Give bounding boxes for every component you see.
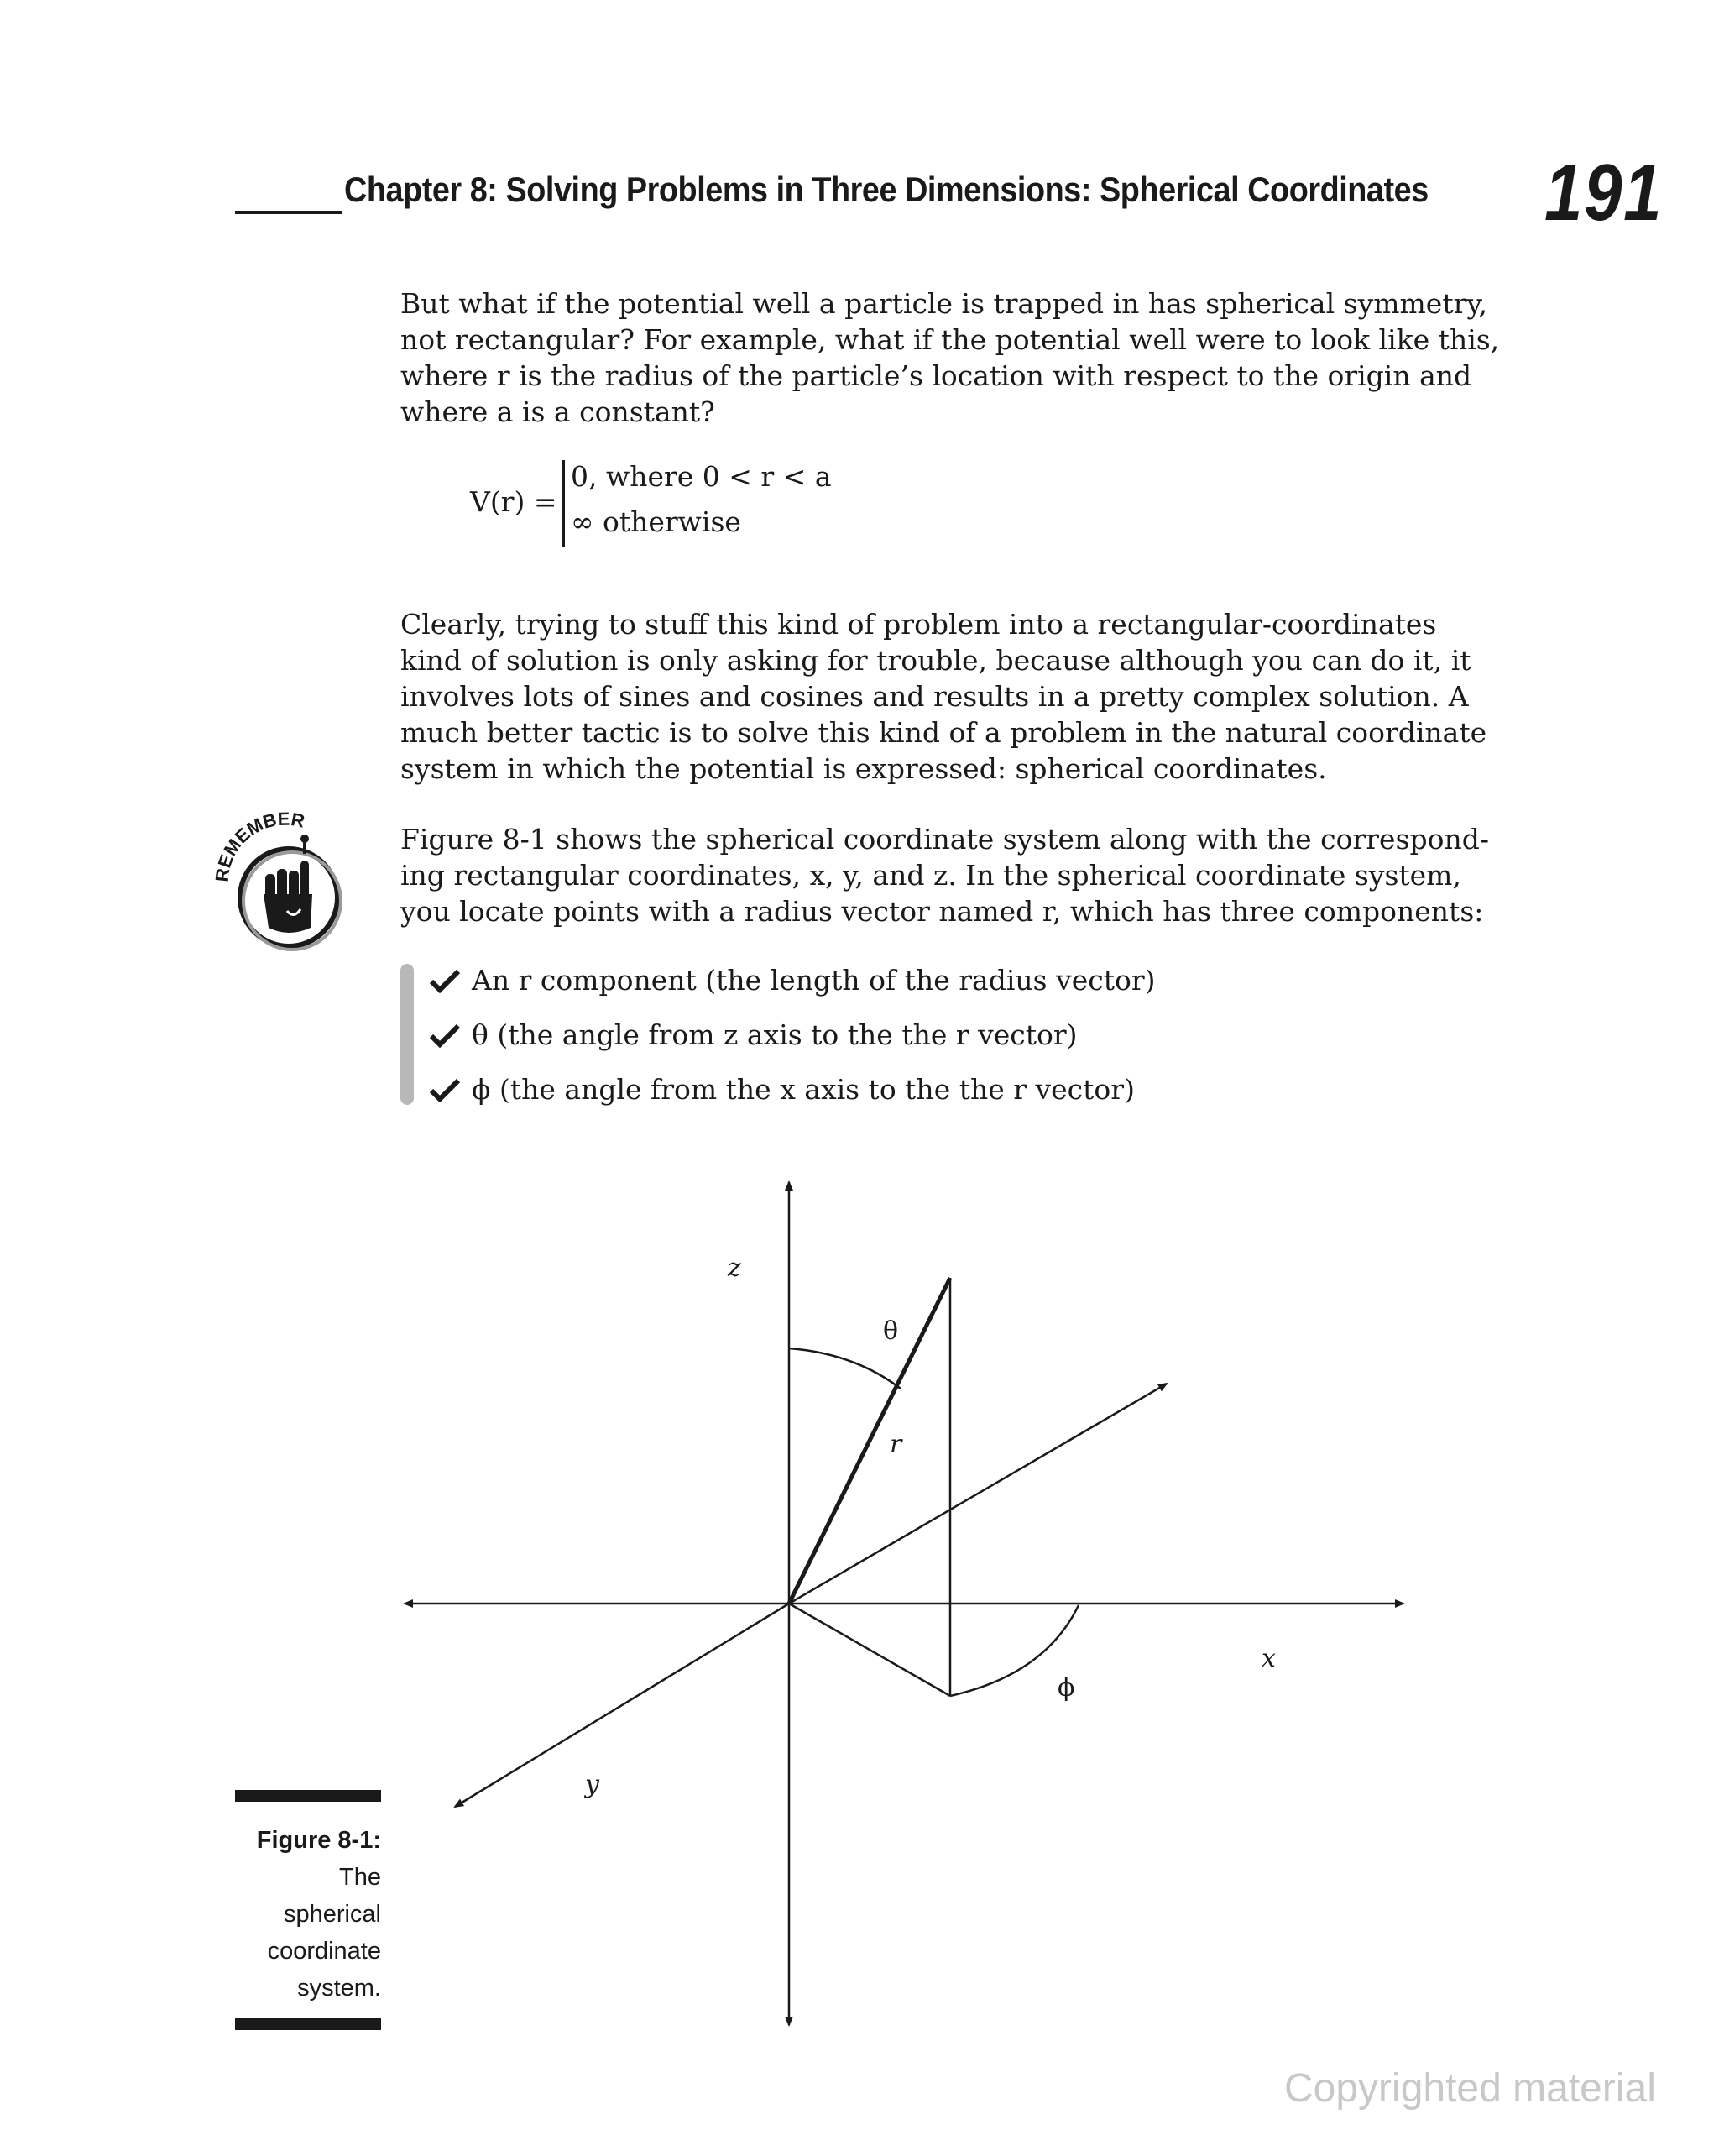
intro-line: where a is a constant? [400, 395, 715, 428]
chapter-title: Chapter 8: Solving Problems in Three Dimensions: Spherical Coordinates [344, 170, 1429, 209]
intro-paragraph [400, 285, 1508, 430]
paragraph-line: kind of solution is only asking for trouble, because although you can do it, it [400, 644, 1471, 677]
phi-label: ϕ [1058, 1673, 1075, 1703]
paragraph-line: you locate points with a radius vector named r, which has three components: [400, 895, 1484, 928]
paragraph-line: Clearly, trying to stuff this kind of problem into a rectangular-coordinates [400, 608, 1437, 641]
intro-line: where r is the radius of the particle’s location with respect to the origin and [400, 359, 1472, 392]
bullet-item [430, 1073, 1135, 1106]
theta-arc [789, 1348, 901, 1389]
figure-caption-label: Figure 8-1: [256, 1827, 381, 1854]
page-number: 191 [1544, 148, 1664, 238]
x-label: x [1262, 1644, 1276, 1673]
copyright-watermark: Copyrighted material [1284, 2066, 1656, 2111]
paragraph-line: involves lots of sines and cosines and results in a pretty complex solution. A [400, 680, 1469, 713]
check-icon [430, 968, 460, 993]
paragraph-line: Figure 8-1 shows the spherical coordinate system along with the correspond- [400, 823, 1490, 856]
y-label: y [585, 1770, 599, 1799]
paragraph-rectangular-vs-spherical [400, 606, 1508, 787]
figure-caption [227, 1822, 381, 2007]
figure-caption-line: spherical [283, 1901, 381, 1928]
bullet-item [430, 964, 1155, 997]
y-axis [455, 1604, 789, 1807]
remember-icon [210, 802, 361, 953]
projection-xy [789, 1604, 950, 1696]
formula-bracket [562, 460, 565, 547]
check-icon [430, 1077, 460, 1102]
paragraph-line: much better tactic is to solve this kind of a problem in the natural coordinate [400, 716, 1487, 749]
figure-caption-bottom-bar [235, 2018, 381, 2030]
paragraph-line: system in which the potential is expressed: spherical coordinates. [400, 752, 1327, 785]
intro-line: not rectangular? For example, what if the potential well were to look like this, [400, 323, 1500, 356]
z-label: z [728, 1253, 741, 1283]
figure-caption-line: system. [297, 1975, 381, 2002]
theta-label: θ [883, 1316, 899, 1346]
bullet-list-bar [400, 964, 414, 1105]
figure-caption-line: coordinate [267, 1938, 381, 1965]
bullet-text: θ (the angle from z axis to the the r vector) [472, 1018, 1078, 1051]
formula-lhs: V(r) = [470, 485, 557, 518]
r-label: r [890, 1430, 902, 1459]
formula-case-1: 0, where 0 < r < a [571, 460, 832, 493]
figure-caption-line: The [339, 1864, 381, 1891]
paragraph-line: ing rectangular coordinates, x, y, and z. In the spherical coordinate system, [400, 859, 1461, 892]
remember-label: REMEMBER [211, 808, 307, 883]
r-vector [789, 1278, 950, 1604]
bullet-item [430, 1018, 1078, 1051]
formula-case-2: ∞ otherwise [571, 505, 741, 538]
check-icon [430, 1023, 460, 1048]
bullet-text: An r component (the length of the radius vector) [472, 964, 1156, 997]
paragraph-figure-intro [400, 821, 1508, 929]
intro-line: But what if the potential well a particle is trapped in has spherical symmetry, [400, 287, 1488, 320]
spherical-coordinate-figure [394, 1175, 1419, 2032]
header-rule [235, 211, 342, 214]
figure-caption-top-bar [235, 1790, 381, 1802]
bullet-text: ϕ (the angle from the x axis to the the r vector) [472, 1073, 1135, 1106]
potential-formula [470, 460, 856, 548]
